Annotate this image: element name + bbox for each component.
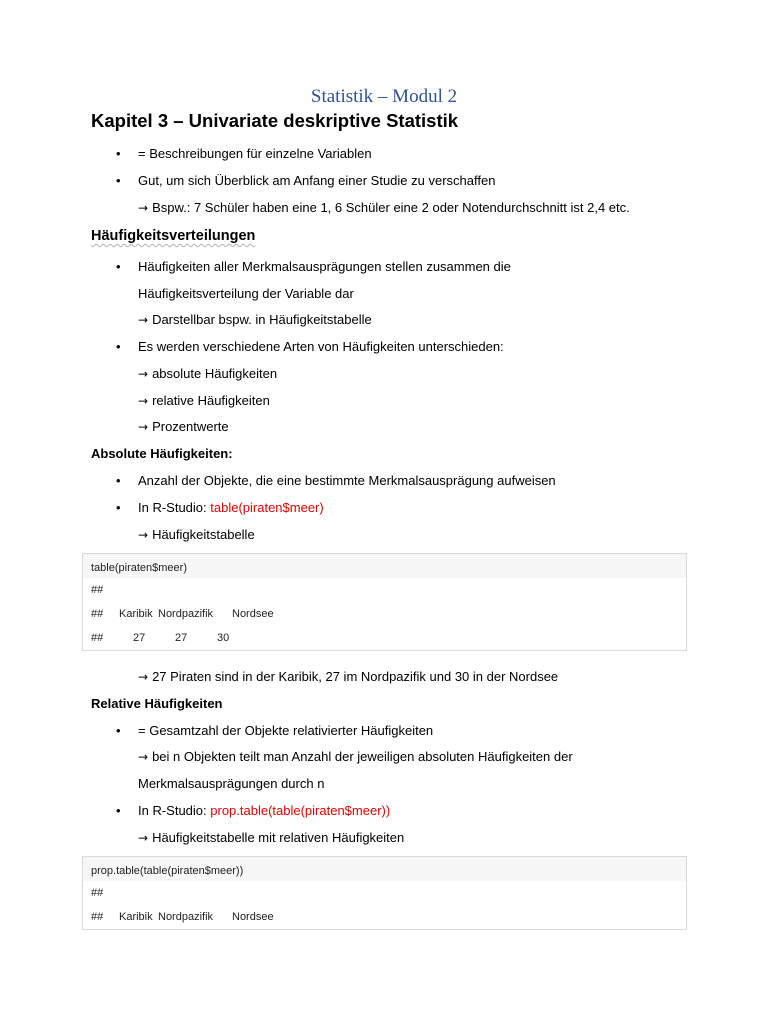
code-val-nordsee: 30 [217, 632, 230, 644]
freq-type-absolute: → absolute Häufigkeiten [138, 366, 278, 381]
r-code-inline: prop.table(table(piraten$meer)) [210, 803, 391, 818]
arrow-right-icon: → [138, 201, 149, 215]
intro-example: → Bspw.: 7 Schüler haben eine 1, 6 Schüler eine 2 oder Notendurchschnitt ist 2,4 etc. [138, 200, 630, 215]
section-heading-absolute: Absolute Häufigkeiten: [91, 446, 233, 461]
relative-bullet-2: In R-Studio: prop.table(table(piraten$meer)) [138, 803, 391, 818]
code-val-nordpazifik: 27 [175, 632, 188, 644]
relative-arrow-line1: → bei n Objekten teilt man Anzahl der jeweiligen absoluten Häufigkeiten der [138, 749, 573, 764]
bullet-icon: • [116, 259, 121, 274]
arrow-right-icon: → [138, 831, 149, 845]
freq-bullet-2: Es werden verschiedene Arten von Häufigkeiten unterschieden: [138, 339, 504, 354]
freq-arrow-line: → Darstellbar bspw. in Häufigkeitstabelle [138, 312, 372, 327]
code-line-values: ## 27 27 30 [83, 626, 686, 650]
bullet-icon: • [116, 173, 121, 188]
code-col-nordpazifik: Nordpazifik [158, 608, 214, 620]
absolute-bullet-1: Anzahl der Objekte, die eine bestimmte Merkmalsausprägung aufweisen [138, 473, 556, 488]
bullet-icon: • [116, 500, 121, 515]
absolute-bullet-2: In R-Studio: table(piraten$meer) [138, 500, 324, 515]
absolute-result: → 27 Piraten sind in der Karibik, 27 im Nordpazifik und 30 in der Nordsee [138, 669, 559, 684]
bullet-icon: • [116, 473, 121, 488]
bullet-icon: • [116, 339, 121, 354]
page-header: Statistik – Modul 2 [310, 86, 458, 107]
arrow-right-icon: → [138, 670, 149, 684]
code-line: ## [91, 887, 104, 899]
section-heading-frequency: Häufigkeitsverteilungen [91, 228, 256, 244]
absolute-arrow-line: → Häufigkeitstabelle [138, 527, 255, 542]
relative-bullet-1: = Gesamtzahl der Objekte relativierter Häufigkeiten [138, 723, 434, 738]
intro-bullet-2: Gut, um sich Überblick am Anfang einer Studie zu verschaffen [138, 173, 496, 188]
code-col-karibik: Karibik [119, 608, 153, 620]
relative-arrow-line3: → Häufigkeitstabelle mit relativen Häufigkeiten [138, 830, 405, 845]
arrow-right-icon: → [138, 528, 149, 542]
code-col-nordsee: Nordsee [232, 911, 274, 923]
intro-bullet-1: = Beschreibungen für einzelne Variablen [138, 146, 372, 161]
code-command: prop.table(table(piraten$meer)) [83, 857, 686, 881]
section-heading-relative: Relative Häufigkeiten [91, 696, 223, 711]
arrow-right-icon: → [138, 313, 149, 327]
code-col-nordpazifik: Nordpazifik [158, 911, 214, 923]
freq-type-relative: → relative Häufigkeiten [138, 393, 270, 408]
bullet-icon: • [116, 803, 121, 818]
code-line: ## [91, 584, 104, 596]
arrow-right-icon: → [138, 420, 149, 434]
bullet-icon: • [116, 146, 121, 161]
arrow-right-icon: → [138, 367, 149, 381]
code-col-karibik: Karibik [119, 911, 153, 923]
arrow-right-icon: → [138, 394, 149, 408]
relative-arrow-line2: Merkmalsausprägungen durch n [138, 776, 325, 791]
code-block-absolute [82, 553, 687, 651]
freq-type-percent: → Prozentwerte [138, 419, 229, 434]
bullet-icon: • [116, 723, 121, 738]
chapter-title: Kapitel 3 – Univariate deskriptive Statistik [91, 110, 459, 131]
freq-bullet-1-line2: Häufigkeitsverteilung der Variable dar [138, 286, 354, 301]
code-col-nordsee: Nordsee [232, 608, 274, 620]
code-line-header: ## Karibik Nordpazifik Nordsee [83, 905, 686, 929]
code-command: table(piraten$meer) [83, 554, 686, 578]
arrow-right-icon: → [138, 750, 149, 764]
code-block-relative [82, 856, 687, 930]
code-val-karibik: 27 [133, 632, 146, 644]
code-line-header: ## Karibik Nordpazifik Nordsee [83, 602, 686, 626]
r-code-inline: table(piraten$meer) [210, 500, 324, 515]
freq-bullet-1-line1: Häufigkeiten aller Merkmalsausprägungen stellen zusammen die [138, 259, 511, 274]
